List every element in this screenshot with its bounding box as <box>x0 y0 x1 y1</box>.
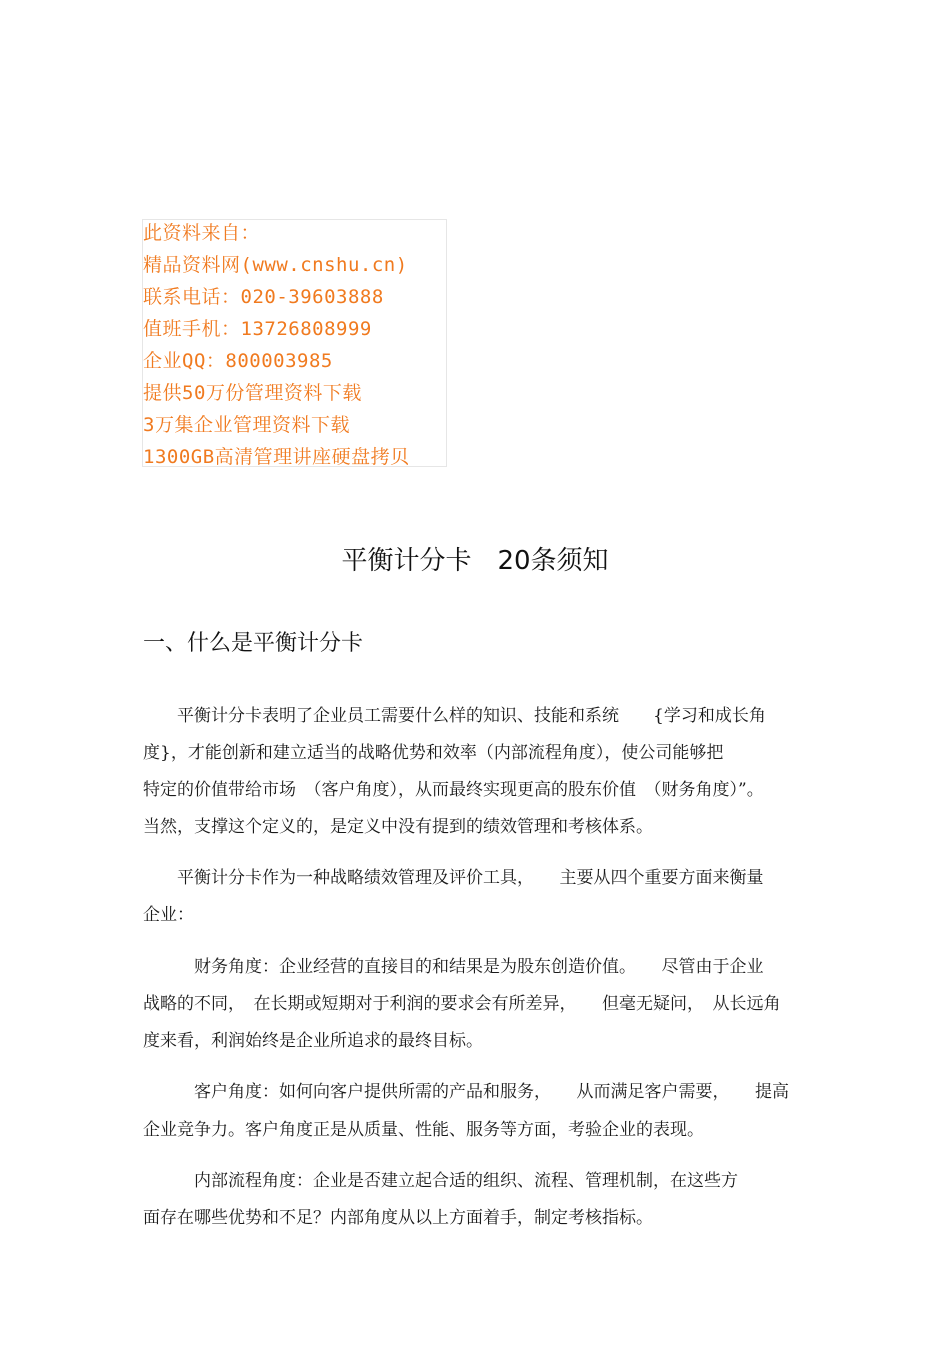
section-heading: 一、什么是平衡计分卡 <box>143 631 364 656</box>
ad-line-website: 精品资料网(www.cnshu.cn) <box>143 254 408 276</box>
ad-line-mobile: 值班手机：13726808999 <box>143 318 372 340</box>
paragraph-line: 特定的价值带给市场 （客户角度），从而最终实现更高的股东价值 （财务角度）”。 <box>143 780 764 800</box>
document-title: 平衡计分卡 20条须知 <box>341 546 609 576</box>
paragraph-line: 当然，支撑这个定义的，是定义中没有提到的绩效管理和考核体系。 <box>143 817 653 837</box>
paragraph-line: 客户角度：如何向客户提供所需的产品和服务， 从而满足客户需要， 提高 <box>143 1082 789 1102</box>
source-info-box <box>142 219 447 467</box>
ad-line-qq: 企业QQ：800003985 <box>143 350 333 372</box>
paragraph-line: 平衡计分卡表明了企业员工需要什么样的知识、技能和系统 {学习和成长角 <box>143 706 766 726</box>
paragraph-line: 度}，才能创新和建立适当的战略优势和效率（内部流程角度），使公司能够把 <box>143 743 724 763</box>
ad-line-phone: 联系电话：020-39603888 <box>143 286 384 308</box>
paragraph-line: 财务角度：企业经营的直接目的和结果是为股东创造价值。 尽管由于企业 <box>143 957 764 977</box>
paragraph-line: 企业竞争力。客户角度正是从质量、性能、服务等方面，考验企业的表现。 <box>143 1120 704 1140</box>
ad-line-source: 此资料来自： <box>143 222 261 244</box>
ad-line-offer-3: 1300GB高清管理讲座硬盘拷贝 <box>143 446 410 467</box>
paragraph-line: 度来看，利润始终是企业所追求的最终目标。 <box>143 1031 483 1051</box>
ad-line-offer-1: 提供50万份管理资料下载 <box>143 382 362 404</box>
paragraph-line: 内部流程角度：企业是否建立起合适的组织、流程、管理机制，在这些方 <box>143 1171 738 1191</box>
paragraph-line: 面存在哪些优势和不足？内部角度从以上方面着手，制定考核指标。 <box>143 1208 653 1228</box>
paragraph-line: 战略的不同， 在长期或短期对于利润的要求会有所差异， 但毫无疑问， 从长远角 <box>143 994 781 1014</box>
paragraph-line: 平衡计分卡作为一种战略绩效管理及评价工具， 主要从四个重要方面来衡量 <box>143 868 764 888</box>
paragraph-line: 企业： <box>143 905 194 925</box>
ad-line-offer-2: 3万集企业管理资料下载 <box>143 414 350 436</box>
